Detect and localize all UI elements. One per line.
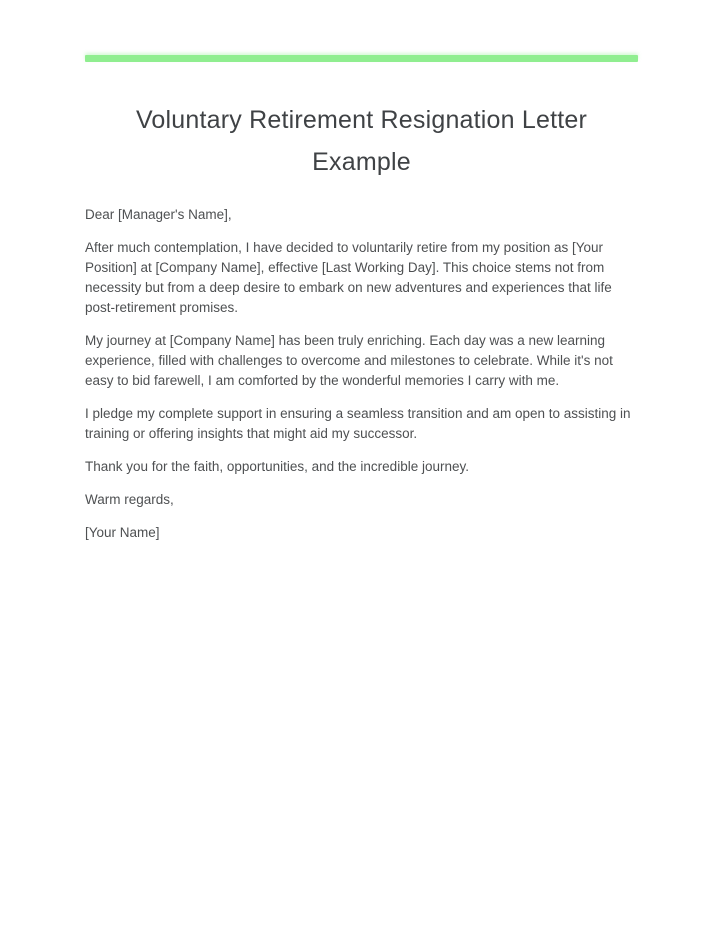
signature: [Your Name] bbox=[85, 525, 160, 540]
letter-paragraph: After much contemplation, I have decided to voluntarily retire from my position as [Your Position] at [Company Name], effective [Last Working Day]. This choice stems not from necessity but from a deep desire to embark on new adventures and experiences that life post-retirement promises. bbox=[85, 240, 612, 315]
salutation: Dear [Manager's Name], bbox=[85, 207, 232, 222]
closing: Warm regards, bbox=[85, 492, 174, 507]
page-title: Voluntary Retirement Resignation Letter Example bbox=[135, 106, 588, 176]
letter-paragraph: My journey at [Company Name] has been truly enriching. Each day was a new learning experience, filled with challenges to overcome and milestones to celebrate. While it's not easy to bid farewell, I am comforted by the wonderful memories I carry with me. bbox=[85, 333, 613, 388]
letter-body bbox=[85, 205, 633, 543]
letter-paragraph: I pledge my complete support in ensuring a seamless transition and am open to assisting in training or offering insights that might aid my successor. bbox=[85, 406, 631, 441]
accent-bar bbox=[85, 55, 638, 62]
letter-paragraph: Thank you for the faith, opportunities, and the incredible journey. bbox=[85, 459, 469, 474]
